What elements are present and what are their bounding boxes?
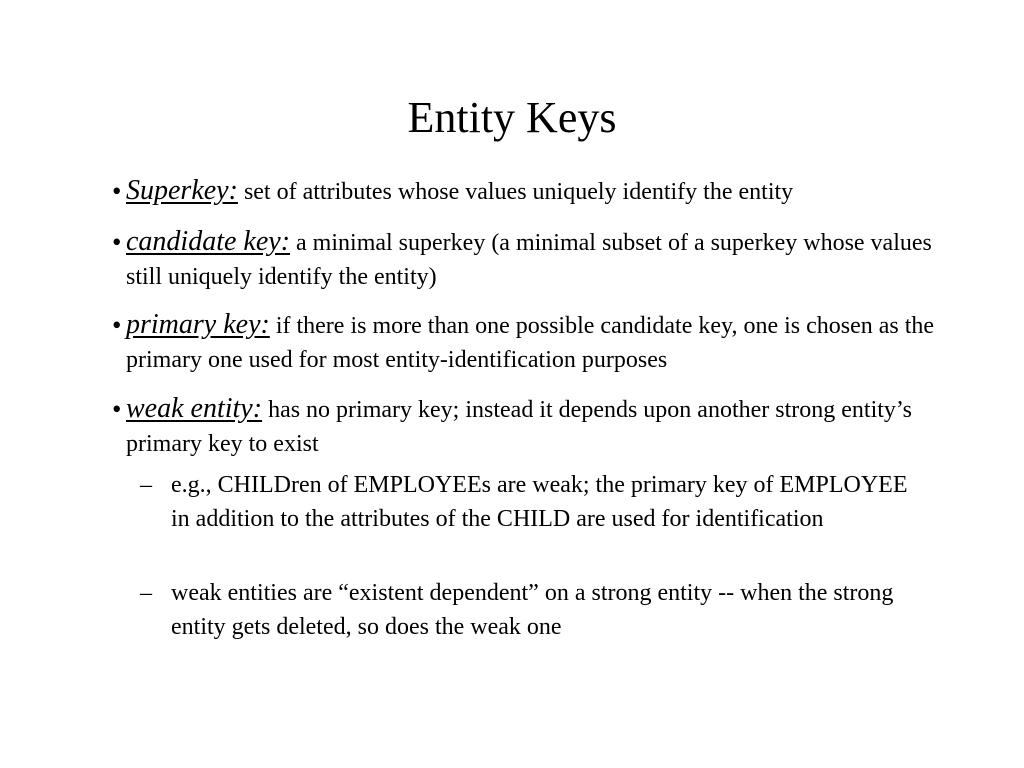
bullet-term: candidate key: bbox=[126, 226, 291, 257]
bullet-term: Superkey: bbox=[126, 175, 238, 206]
dash-icon: – bbox=[140, 580, 152, 606]
bullet-definition: if there is more than one possible candidate key, one is chosen as the primary one used for most entity-identification purposes bbox=[126, 313, 935, 373]
sub-bullet-text: e.g., CHILDren of EMPLOYEEs are weak; the primary key of EMPLOYEE in addition to the attributes of the CHILD are used for identification bbox=[171, 472, 908, 532]
dash-icon: – bbox=[140, 472, 152, 498]
bullet-definition: set of attributes whose values uniquely identify the entity bbox=[237, 179, 794, 205]
bullet-definition: has no primary key; instead it depends upon another strong entity’s primary key to exist bbox=[126, 397, 912, 457]
bullet-term: weak entity: bbox=[126, 393, 263, 424]
bullet-text bbox=[126, 392, 936, 461]
bullet-text bbox=[126, 225, 936, 294]
sub-bullet-text: weak entities are “existent dependent” on a strong entity -- when the strong entity gets deleted, so does the weak one bbox=[171, 580, 894, 640]
bullet-icon: • bbox=[112, 176, 122, 206]
bullet-text bbox=[126, 174, 936, 209]
bullet-term: primary key: bbox=[126, 309, 270, 340]
bullet-icon: • bbox=[112, 394, 122, 424]
slide-title: Entity Keys bbox=[407, 93, 617, 142]
bullet-text bbox=[126, 308, 936, 377]
bullet-icon: • bbox=[112, 310, 122, 340]
bullet-icon: • bbox=[112, 227, 122, 257]
bullet-definition: a minimal superkey (a minimal subset of a superkey whose values still uniquely identify the entity) bbox=[126, 230, 932, 290]
